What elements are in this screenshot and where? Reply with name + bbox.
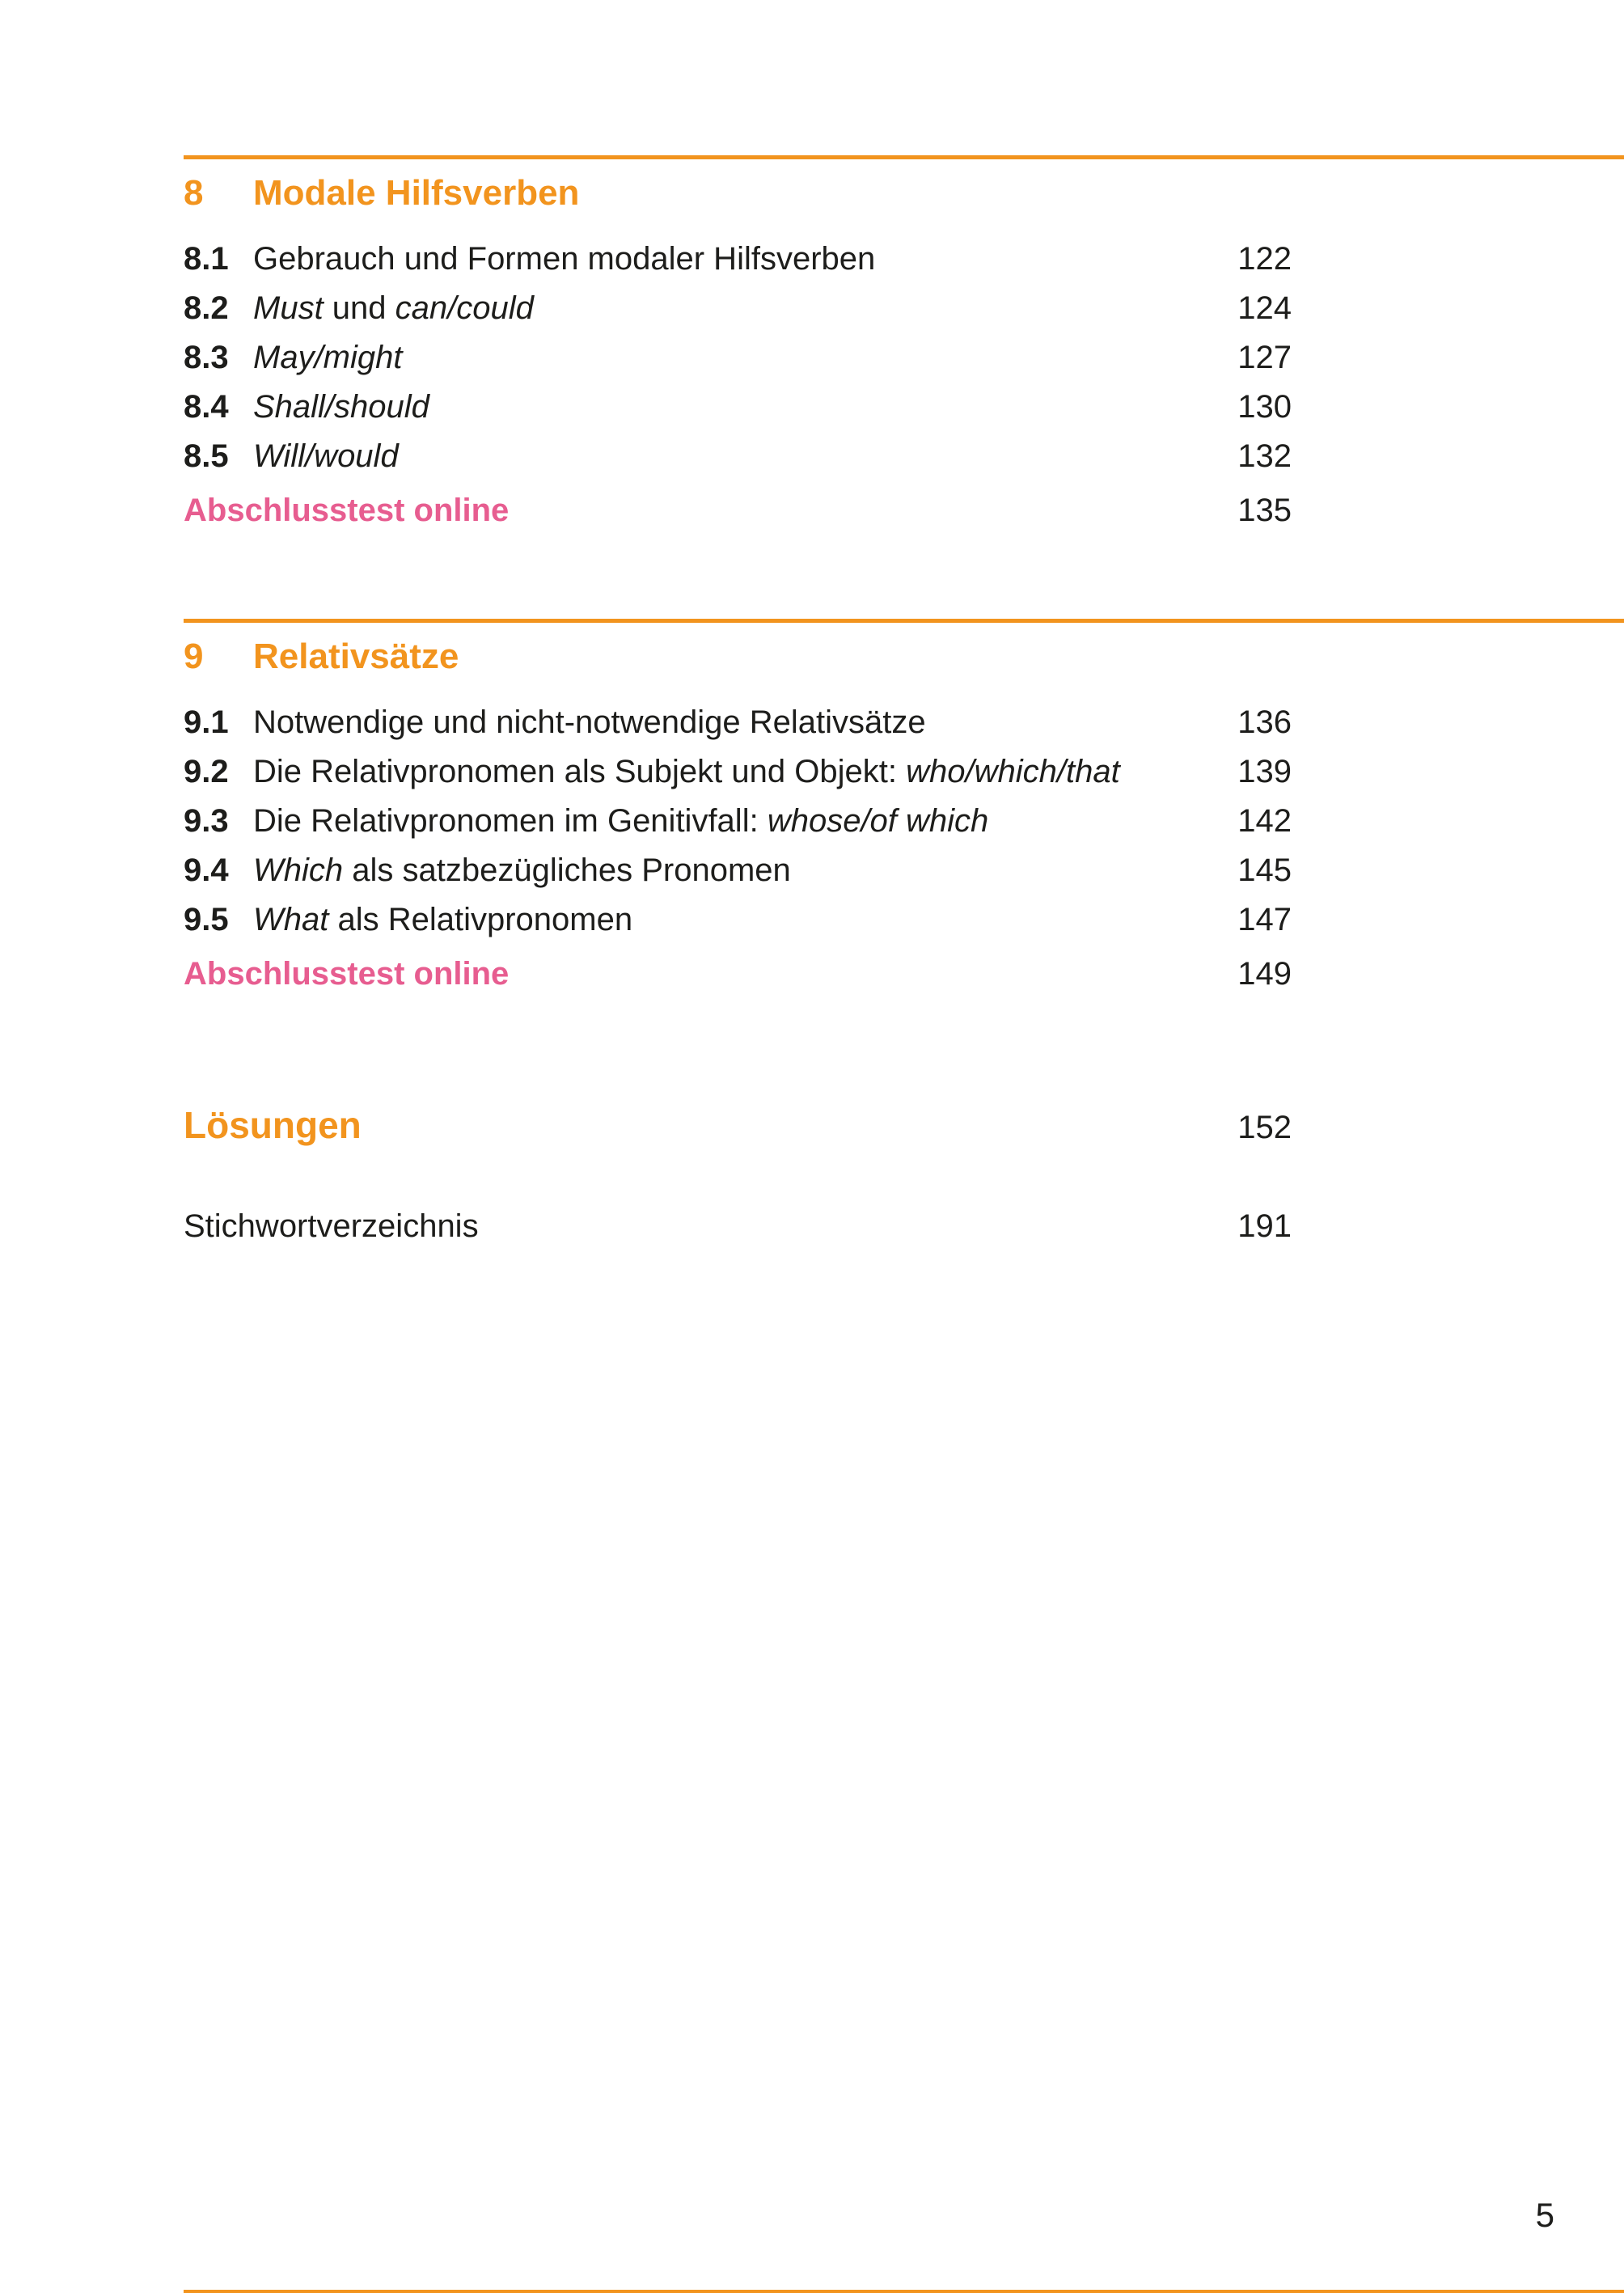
section-divider-rule <box>184 155 1624 159</box>
entry-page-number: 127 <box>1237 340 1292 375</box>
entry-title: Shall/should <box>253 389 429 425</box>
toc-entry <box>184 753 1292 790</box>
entry-page-number: 191 <box>1237 1208 1292 1244</box>
entry-title: Will/would <box>253 438 399 474</box>
entry-page-number: 132 <box>1237 438 1292 474</box>
entry-title: Notwendige und nicht-notwendige Relativsätze <box>253 704 926 740</box>
entry-number: 9.3 <box>184 803 229 839</box>
toc-entry <box>184 852 1292 889</box>
entry-page-number: 122 <box>1237 241 1292 277</box>
back-matter-title: Lösungen <box>184 1104 362 1146</box>
page-number-folio: 5 <box>1535 2196 1554 2234</box>
entry-page-number: 130 <box>1237 389 1292 425</box>
entry-page-number: 152 <box>1237 1110 1292 1145</box>
section-heading <box>184 636 1292 678</box>
entry-page-number: 142 <box>1237 803 1292 839</box>
back-matter-entry-stichwortverzeichnis <box>184 1208 1292 1245</box>
back-matter-title: Stichwortverzeichnis <box>184 1208 479 1244</box>
entry-page-number: 136 <box>1237 704 1292 740</box>
section-title: Modale Hilfsverben <box>253 173 580 213</box>
toc-entry <box>184 901 1292 938</box>
entry-number: 8.1 <box>184 241 229 277</box>
closing-test-label: Abschlusstest online <box>184 493 510 528</box>
entry-page-number: 139 <box>1237 754 1292 789</box>
entry-page-number: 149 <box>1237 956 1292 992</box>
closing-test-label: Abschlusstest online <box>184 956 510 992</box>
entry-title: May/might <box>253 340 403 375</box>
closing-test-entry <box>184 492 1292 529</box>
toc-entry <box>184 388 1292 425</box>
entry-page-number: 145 <box>1237 852 1292 888</box>
toc-entry <box>184 339 1292 376</box>
section-heading <box>184 172 1292 214</box>
entry-number: 9.4 <box>184 852 229 888</box>
section-title: Relativsätze <box>253 637 459 676</box>
entry-title: Gebrauch und Formen modaler Hilfsverben <box>253 241 876 277</box>
entry-number: 9.1 <box>184 704 229 740</box>
entry-title: What als Relativpronomen <box>253 902 633 937</box>
toc-entry <box>184 240 1292 277</box>
entry-page-number: 124 <box>1237 290 1292 326</box>
section-number: 9 <box>184 637 204 676</box>
entry-number: 8.4 <box>184 389 229 425</box>
entry-title: Die Relativpronomen im Genitivfall: whose/of which <box>253 803 989 839</box>
entry-title: Die Relativpronomen als Subjekt und Objekt: who/which/that <box>253 754 1120 789</box>
toc-entry <box>184 290 1292 327</box>
closing-test-entry <box>184 955 1292 992</box>
entry-number: 8.5 <box>184 438 229 474</box>
back-matter-entry-loesungen <box>184 1103 1292 1147</box>
toc-section-8 <box>0 155 1624 619</box>
section-divider-rule <box>184 619 1624 623</box>
toc-entry <box>184 802 1292 840</box>
toc-entry <box>184 704 1292 741</box>
entry-page-number: 135 <box>1237 493 1292 528</box>
toc-section-9 <box>0 619 1624 1082</box>
entry-number: 9.2 <box>184 754 229 789</box>
entry-number: 8.3 <box>184 340 229 375</box>
entry-number: 9.5 <box>184 902 229 937</box>
section-number: 8 <box>184 173 204 213</box>
entry-page-number: 147 <box>1237 902 1292 937</box>
entry-number: 8.2 <box>184 290 229 326</box>
entry-title: Which als satzbezügliches Pronomen <box>253 852 791 888</box>
toc-entry <box>184 438 1292 475</box>
bottom-page-rule <box>184 2290 1624 2293</box>
entry-title: Must und can/could <box>253 290 534 326</box>
